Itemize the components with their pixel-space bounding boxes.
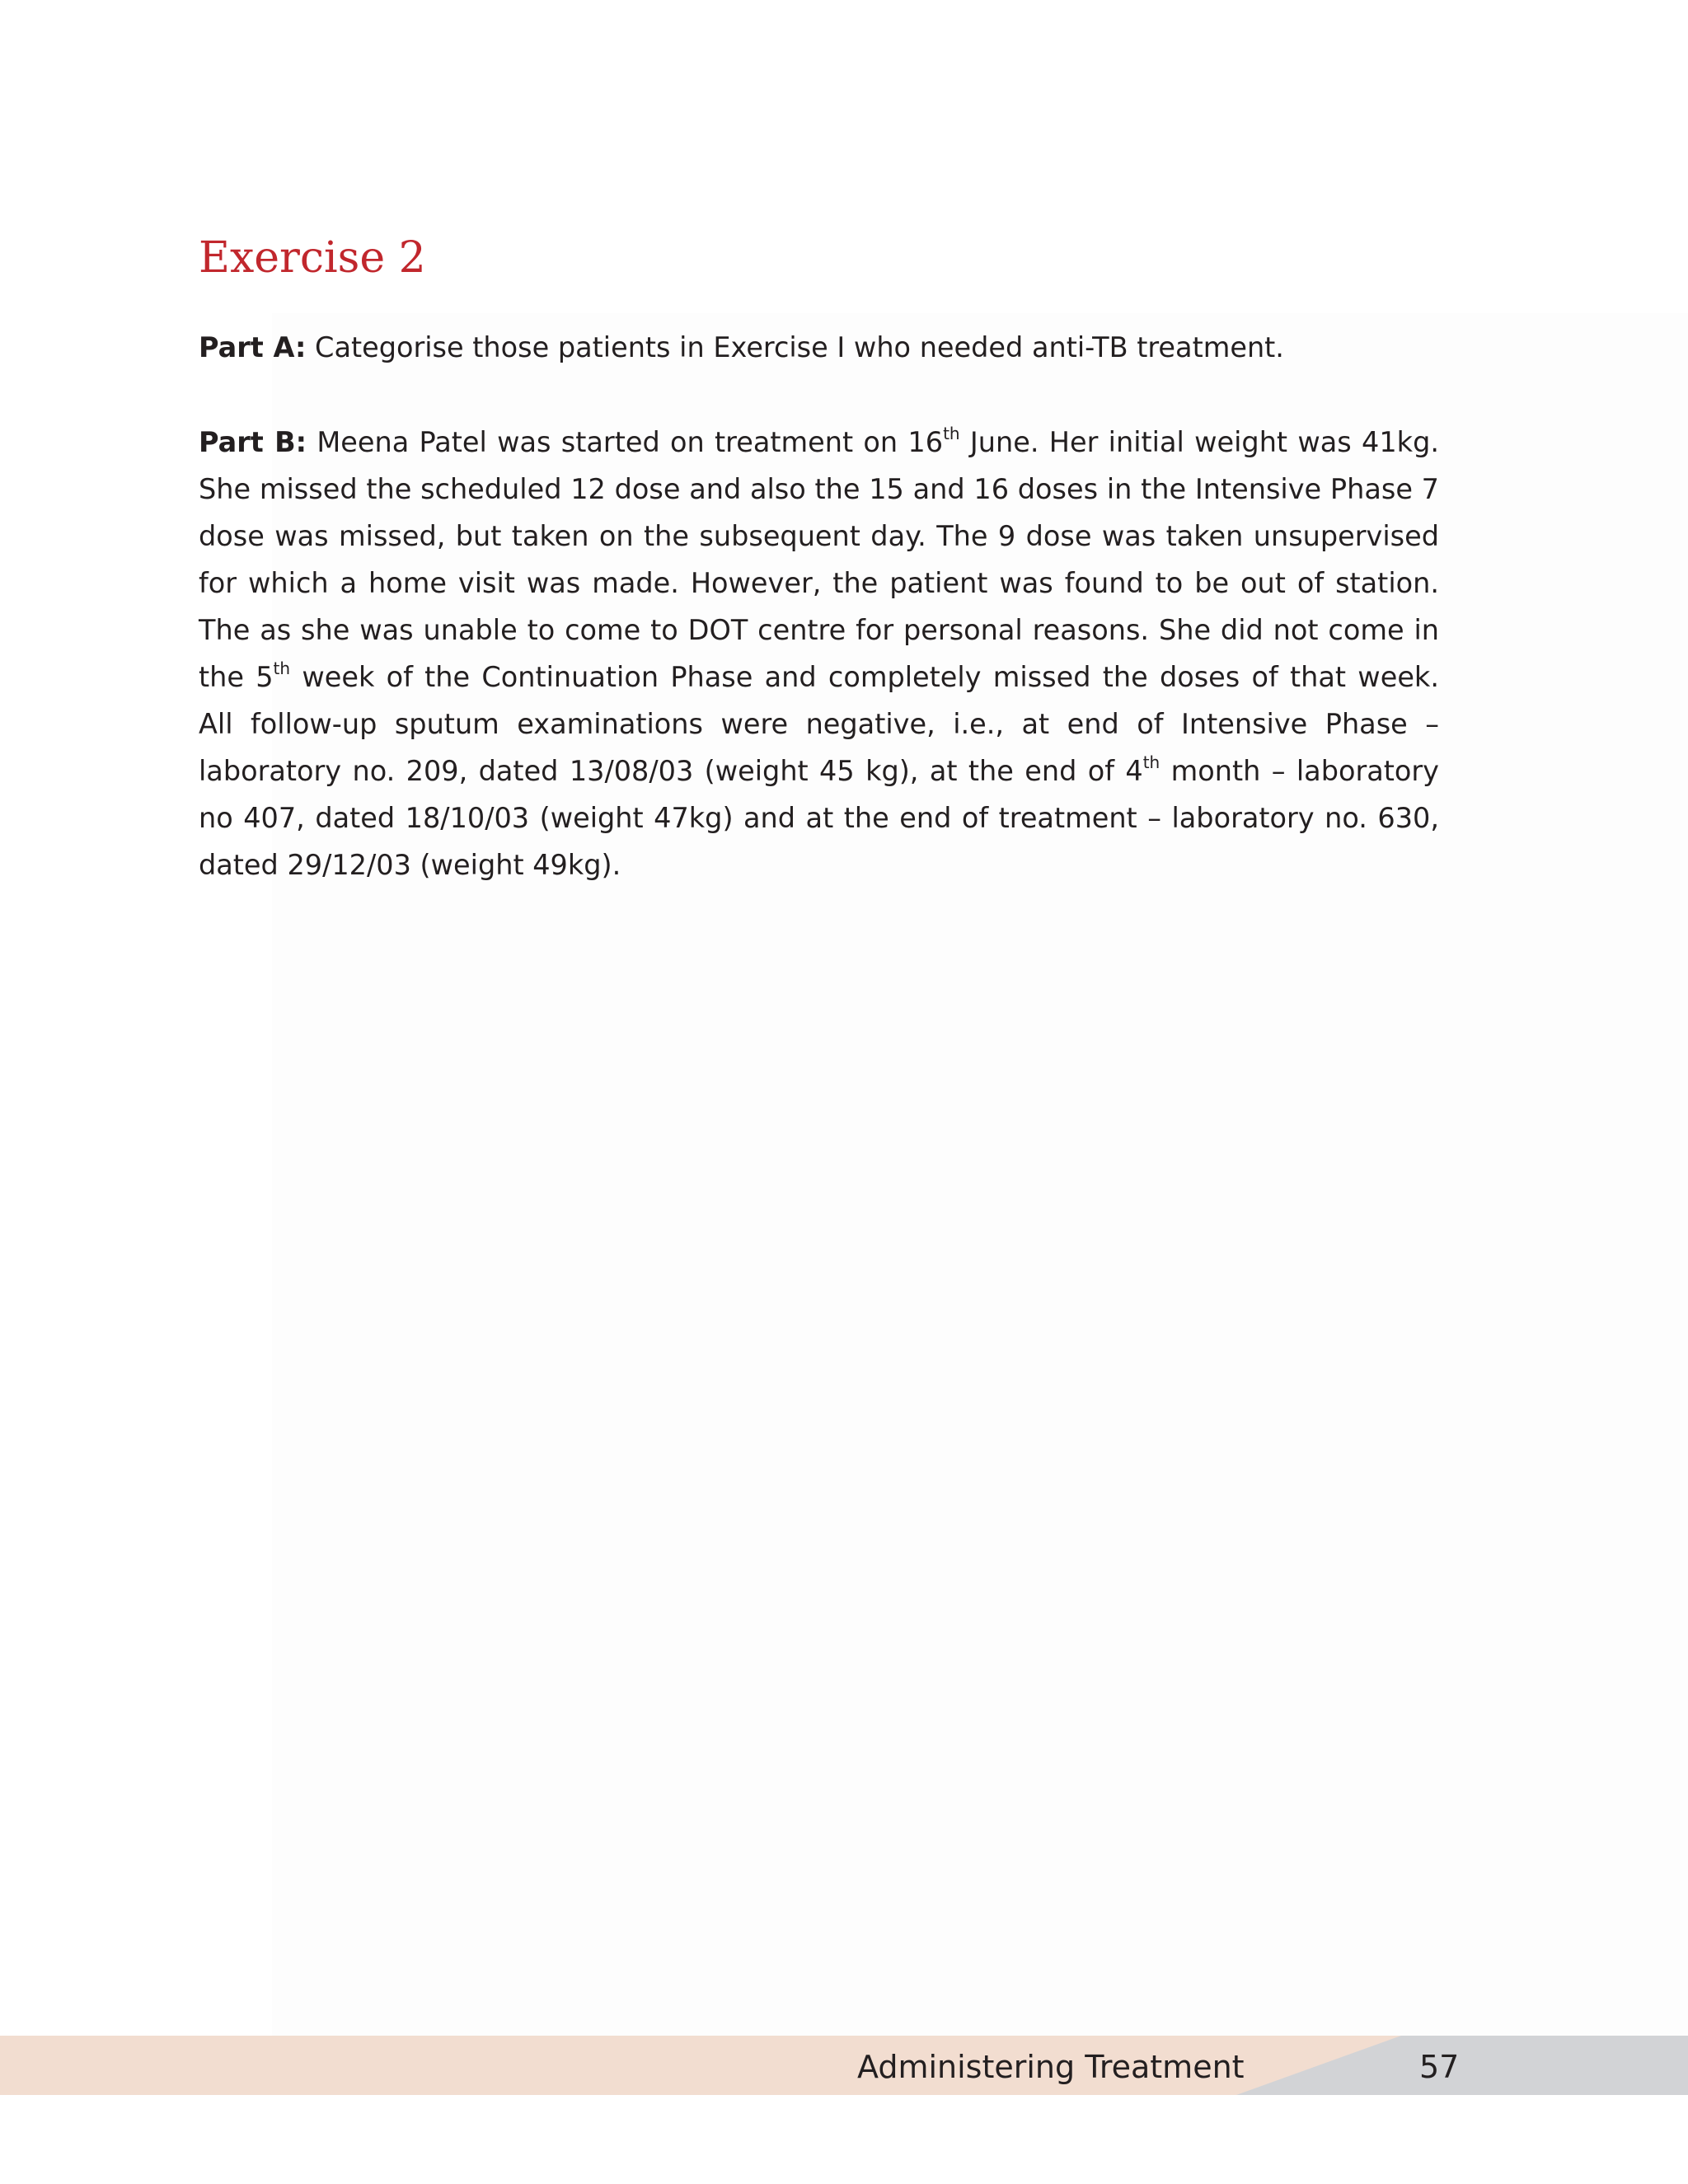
superscript-th: th: [273, 658, 291, 678]
part-b-label: Part B:: [199, 426, 307, 458]
part-a-paragraph: [199, 324, 1439, 371]
footer-section-title: Administering Treatment: [857, 2049, 1245, 2085]
superscript-th: th: [943, 424, 960, 443]
part-b-text-4: month – laboratory no 407, dated 18/10/03 (weight 47kg) and at the end of treatment – laboratory no. 630, dated 29/12/03 (weight 49kg).: [199, 755, 1439, 881]
part-a-label: Part A:: [199, 331, 307, 363]
page-title: Exercise 2: [199, 233, 426, 283]
part-b-paragraph: [199, 419, 1439, 888]
part-b-text-3: week of the Continuation Phase and completely missed the doses of that week. All follow-up sputum examinations were negative, i.e., at end of Intensive Phase – laboratory no. 209, dated 13/08/03 (weight 45 kg), at the end of 4: [199, 661, 1439, 787]
superscript-th: th: [1142, 752, 1160, 772]
part-b-text-1: Meena Patel was started on treatment on 16: [307, 426, 944, 458]
part-a-text: Categorise those patients in Exercise I who needed anti-TB treatment.: [306, 331, 1284, 363]
part-b-text-2: June. Her initial weight was 41kg. She missed the scheduled 12 dose and also the 15 and 16 doses in the Intensive Phase 7 dose was missed, but taken on the subsequent day. The 9 dose was taken unsupervised for which a home visit was made. However, the patient was found to be out of station. The as she was unable to come to DOT centre for personal reasons. She did not come in the 5: [199, 426, 1439, 693]
page-number: 57: [1419, 2049, 1460, 2085]
